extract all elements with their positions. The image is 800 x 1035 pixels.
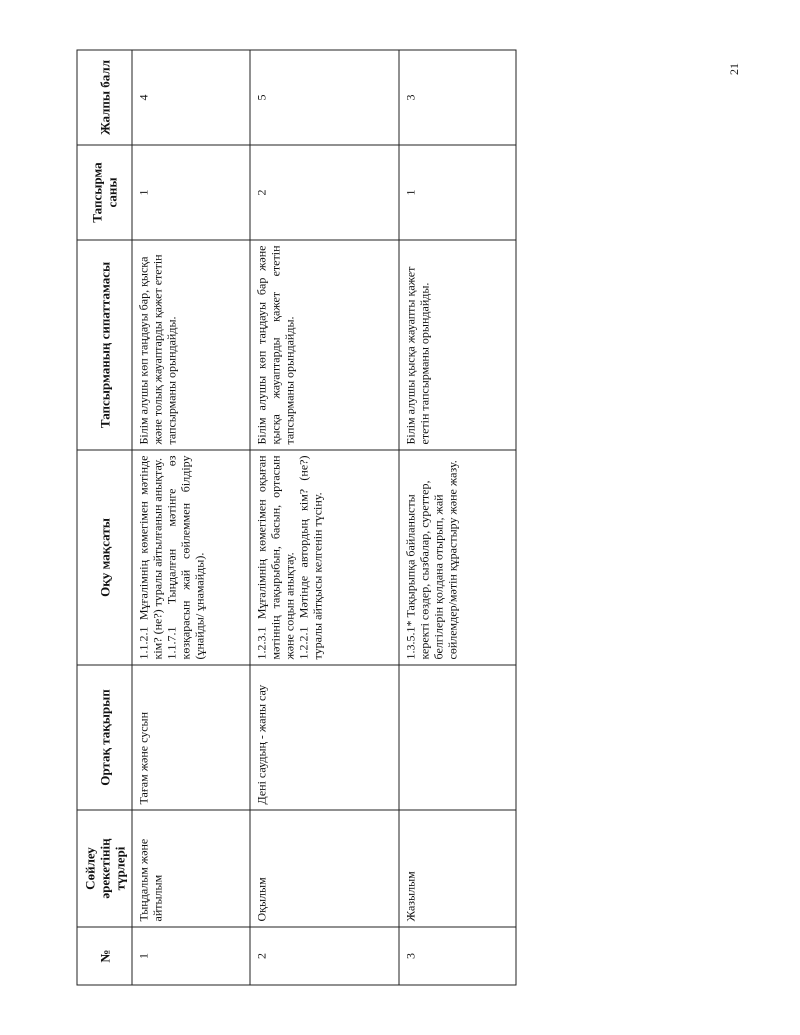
row-activity: Тыңдалым және айтылым [132, 810, 250, 927]
row-description: Білім алушы көп таңдауы бар және қысқа жауаптарды қажет ететін тапсырманы орындайды. [250, 240, 398, 450]
header-total-score: Жалпы балл [77, 50, 132, 145]
table-row [399, 50, 516, 985]
row-topic: Тағам және сусын [132, 665, 250, 810]
table-header-row [77, 50, 132, 985]
row-objective [399, 450, 516, 665]
row-task-count: 2 [250, 145, 398, 240]
page-number: 21 [727, 63, 741, 75]
row-num: 3 [399, 927, 516, 985]
objective-line: 1.1.2.1 Мұғалімнің көмегімен мәтінде кім? (не?) туралы айтылғанын анықтау. [136, 455, 165, 660]
objective-line: 1.2.3.1 Мұғалімнің көмегімен оқыған мәтіннің тақырыбын, басын, ортасын және соңын анықтау. [254, 455, 297, 660]
header-topic: Ортақ тақырып [77, 665, 132, 810]
assessment-table [77, 50, 517, 986]
table-row [250, 50, 398, 985]
row-task-count: 1 [132, 145, 250, 240]
row-task-count: 1 [399, 145, 516, 240]
row-objective [250, 450, 398, 665]
header-description: Тапсырманың сипаттамасы [77, 240, 132, 450]
row-num: 1 [132, 927, 250, 985]
row-topic [399, 665, 516, 810]
header-objective: Оқу мақсаты [77, 450, 132, 665]
row-description: Білім алушы қысқа жауапты қажет ететін тапсырманы орындайды. [399, 240, 516, 450]
row-total-score: 4 [132, 50, 250, 145]
row-topic: Дені саудың - жаны сау [250, 665, 398, 810]
header-activity: Сөйлеу әрекетінің түрлері [77, 810, 132, 927]
header-task-count: Тапсырма саны [77, 145, 132, 240]
row-activity: Жазылым [399, 810, 516, 927]
objective-line: 1.1.7.1 Тыңдалған мәтінге өз көзқарасын жай сөйлеммен білдіру (ұнайды/ ұнамайды). [164, 455, 207, 660]
row-activity: Оқылым [250, 810, 398, 927]
table-row [132, 50, 250, 985]
row-objective [132, 450, 250, 665]
row-description: Білім алушы көп таңдауы бар, қысқа және толық жауаптарды қажет ететін тапсырманы орындайды. [132, 240, 250, 450]
assessment-table-wrapper [77, 51, 517, 986]
row-total-score: 3 [399, 50, 516, 145]
objective-line: 1.2.2.1 Мәтінде автордың кім? (не?) туралы айтқысы келгенін түсіну. [296, 455, 325, 660]
header-num: № [77, 927, 132, 985]
row-num: 2 [250, 927, 398, 985]
objective-line: 1.3.5.1* Тақырыпқа байланысты керекті сөздер, сызбалар, суреттер, белгілерін қолдана отырып, жай сөйлемдер/мәтін құрастыру және жазу. [403, 460, 460, 660]
row-total-score: 5 [250, 50, 398, 145]
